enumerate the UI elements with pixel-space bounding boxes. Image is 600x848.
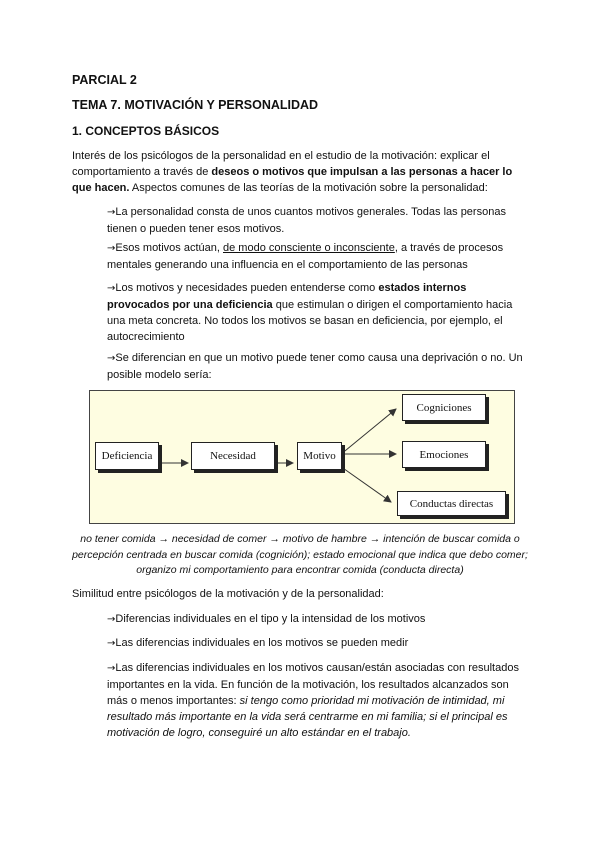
point-3: [107, 280, 527, 345]
box-necesidad: Necesidad: [191, 442, 275, 470]
point-1: [107, 204, 527, 237]
point-4-text: Se diferencian en que un motivo puede tener como causa una deprivación o no. Un posible modelo sería:: [107, 352, 523, 381]
arrow-icon: →: [107, 283, 116, 294]
point-1-text: La personalidad consta de unos cuantos motivos generales. Todas las personas tienen o pueden tener esos motivos.: [107, 206, 506, 235]
page-title: PARCIAL 2: [72, 73, 137, 87]
arrow-icon: →: [107, 207, 116, 218]
point-3-bold: estados internos provocados por una deficiencia: [107, 282, 467, 311]
similitud-2-text: Las diferencias individuales en los motivos se pueden medir: [115, 637, 409, 649]
box-conductas-directas: Conductas directas: [397, 491, 506, 516]
intro-paragraph: [72, 148, 527, 196]
similitud-1-text: Diferencias individuales en el tipo y la intensidad de los motivos: [115, 613, 426, 625]
box-emociones: Emociones: [402, 441, 486, 468]
intro-text: Interés de los psicólogos de la personalidad en el estudio de la motivación: explicar el comportamiento a través de: [72, 150, 490, 178]
arrow-icon: →: [107, 353, 116, 364]
intro-bold: deseos o motivos que impulsan a las personas a hacer lo que hacen.: [72, 166, 513, 194]
box-deficiencia: Deficiencia: [95, 442, 159, 470]
arrow-motivo-cogniciones: [340, 409, 396, 455]
arrow-icon: →: [107, 663, 116, 674]
arrow-icon: →: [107, 243, 116, 254]
point-2: [107, 240, 527, 273]
similitud-2: [107, 635, 527, 652]
point-3-text: Los motivos y necesidades pueden entenderse como: [115, 282, 379, 294]
point-3-text-2: que estimulan o dirigen el comportamiento hacia una meta concreta. No todos los motivos se basan en deficiencia, por ejemplo, el autocrecimiento: [107, 299, 513, 343]
point-4: [107, 350, 527, 383]
similitud-3-italic: si tengo como prioridad mi motivación de intimidad, mi resultado más importante en la vida será centrarme en mi familia; si el principal es motivación de logro, conseguiré un alto estándar en el trabajo.: [107, 695, 508, 739]
similitud-intro: Similitud entre psicólogos de la motivación y de la personalidad:: [72, 588, 384, 600]
similitud-3-text: Las diferencias individuales en los motivos causan/están asociadas con resultados importantes en la vida. En función de la motivación, los resultados alcanzados son más o menos importantes:: [107, 662, 519, 707]
motivation-diagram: [89, 390, 515, 524]
similitud-1: [107, 611, 527, 628]
section-heading: 1. CONCEPTOS BÁSICOS: [72, 124, 220, 138]
box-motivo: Motivo: [297, 442, 342, 470]
arrow-icon: →: [107, 638, 116, 649]
diagram-caption: no tener comida → necesidad de comer → motivo de hambre → intención de buscar comida o percepción centrada en buscar comida (cognición); estado emocional que indica que debo comer; organizo mi comportamiento para encontrar comida (conducta directa): [72, 533, 528, 576]
point-2-text-2: , a través de procesos mentales generando una influencia en el comportamiento de las personas: [107, 242, 504, 271]
box-cogniciones: Cogniciones: [402, 394, 486, 421]
point-2-text: Esos motivos actúan,: [115, 242, 223, 254]
arrow-icon: →: [107, 614, 116, 625]
intro-text-2: Aspectos comunes de las teorías de la motivación sobre la personalidad:: [129, 182, 488, 194]
topic-heading: TEMA 7. MOTIVACIÓN Y PERSONALIDAD: [72, 98, 319, 112]
point-2-underline: de modo consciente o inconsciente: [223, 242, 395, 254]
arrow-motivo-conductas: [340, 466, 391, 502]
similitud-3: [107, 660, 527, 741]
